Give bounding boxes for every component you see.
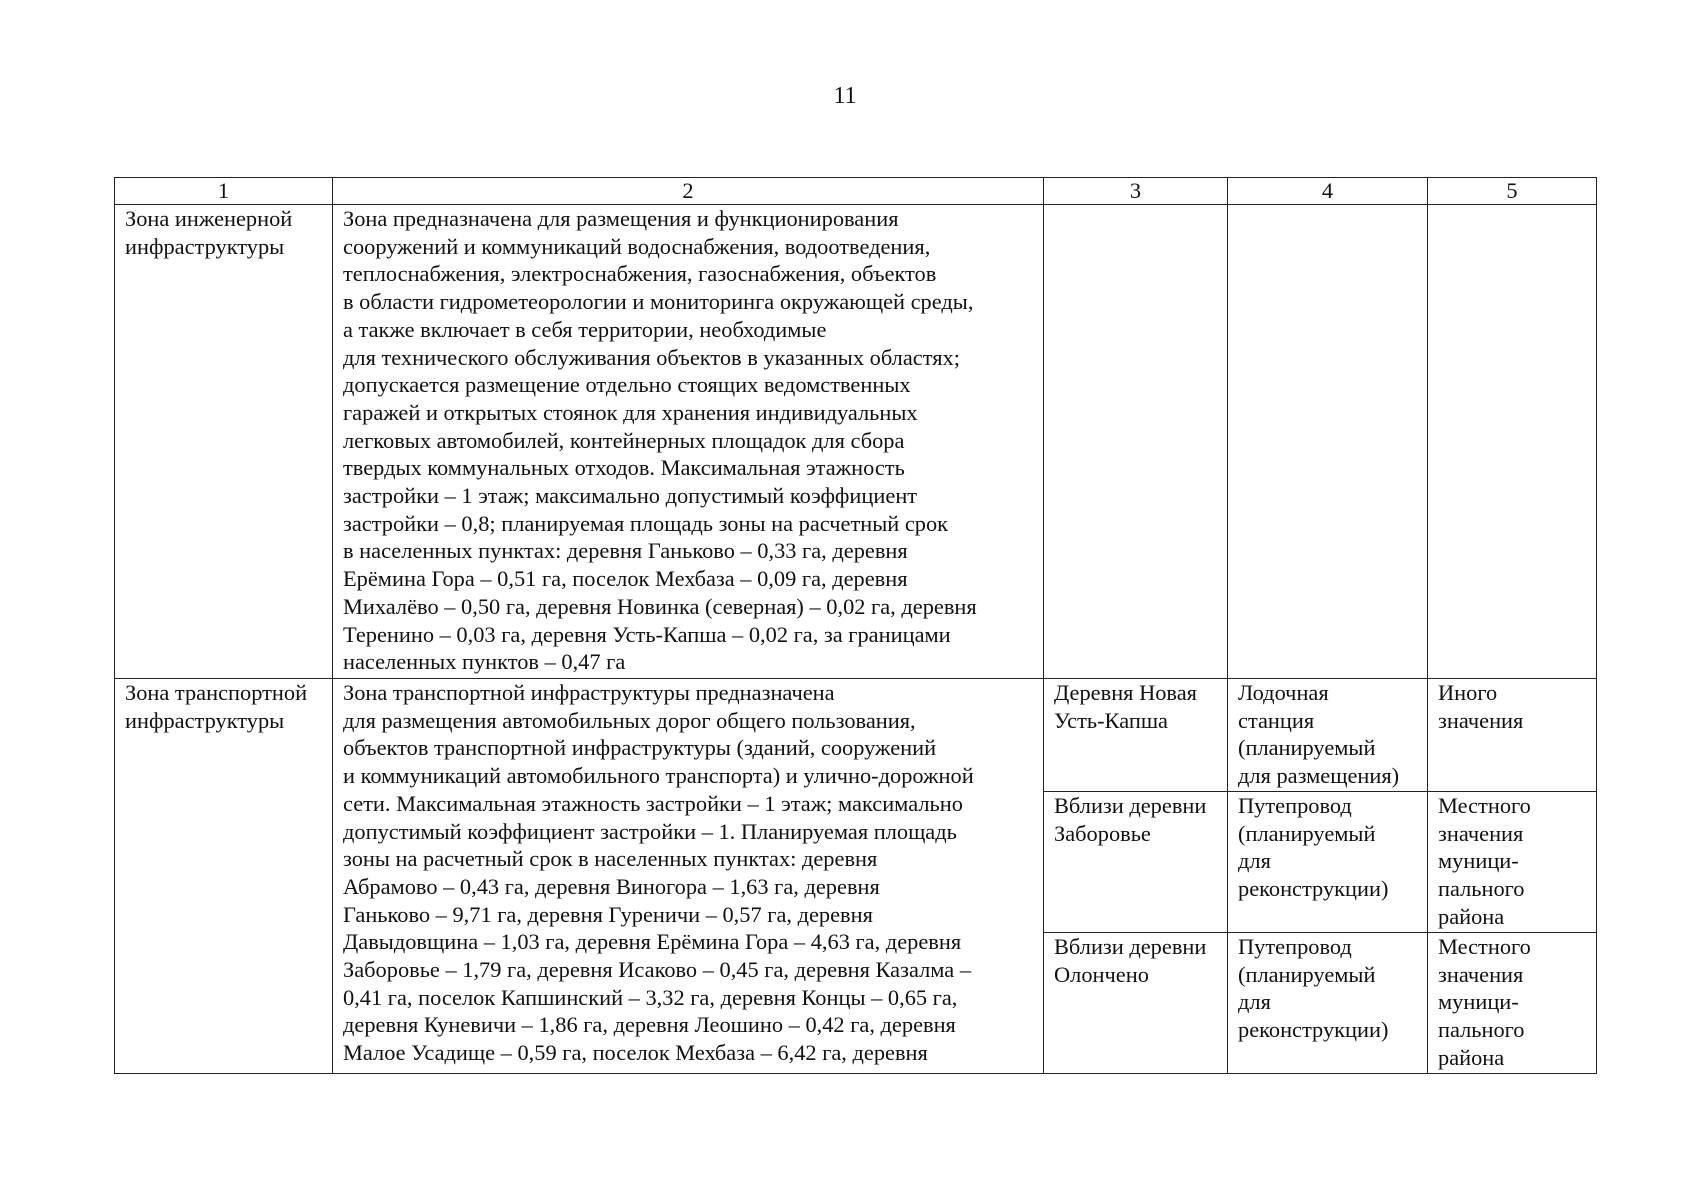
page-number: 11 — [833, 83, 857, 109]
zone-name-line: Зона инженерной — [125, 206, 293, 231]
description-line: гаражей и открытых стоянок для хранения индивидуальных — [343, 399, 918, 425]
significance-line: значения — [1438, 820, 1524, 846]
description-line: Теренино – 0,03 га, деревня Усть-Капша – 0,02 га, за границами — [343, 621, 951, 647]
object-line: для — [1238, 848, 1271, 874]
object-line: реконструкции) — [1238, 876, 1389, 902]
description-line: сооружений и коммуникаций водоснабжения, водоотведения, — [343, 233, 931, 259]
column-number-2: 2 — [333, 178, 1044, 205]
location-line: Олончено — [1054, 961, 1149, 987]
significance-line: Иного — [1438, 680, 1498, 705]
description-line: населенных пунктов – 0,47 га — [343, 649, 626, 675]
object-cell — [1228, 792, 1428, 933]
object-line: Лодочная — [1238, 680, 1329, 705]
description-line: Ганьково – 9,71 га, деревня Гуреничи – 0,57 га, деревня — [343, 901, 873, 927]
zones-table — [114, 177, 1597, 1074]
zone-name-line: инфраструктуры — [125, 233, 285, 259]
location-cell — [1044, 679, 1228, 792]
significance-line: Местного — [1438, 793, 1531, 818]
object-line: станция — [1238, 707, 1315, 733]
description-line: твердых коммунальных отходов. Максимальная этажность — [343, 455, 905, 481]
significance-line: Местного — [1438, 934, 1531, 959]
table-header-row — [115, 178, 1597, 205]
object-line: для — [1238, 989, 1271, 1015]
object-line: Путепровод — [1238, 934, 1352, 959]
description-line: Малое Усадище – 0,59 га, поселок Мехбаза – 6,42 га, деревня — [343, 1040, 928, 1066]
location-cell — [1044, 933, 1228, 1074]
location-cell — [1044, 205, 1228, 679]
description-line: 0,41 га, поселок Капшинский – 3,32 га, деревня Концы – 0,65 га, — [343, 984, 958, 1010]
significance-cell — [1428, 792, 1597, 933]
description-line: Давыдовщина – 1,03 га, деревня Ерёмина Гора – 4,63 га, деревня — [343, 929, 962, 955]
zone-name-cell — [115, 679, 333, 1074]
object-line: (планируемый — [1238, 735, 1376, 761]
significance-line: муници- — [1438, 989, 1519, 1015]
description-line: теплоснабжения, электроснабжения, газоснабжения, объектов — [343, 261, 937, 287]
significance-cell — [1428, 679, 1597, 792]
description-line: сети. Максимальная этажность застройки – 1 этаж; максимально — [343, 790, 963, 816]
description-line: и коммуникаций автомобильного транспорта) и улично-дорожной — [343, 763, 974, 789]
location-line: Вблизи деревни — [1054, 934, 1207, 959]
description-line: для размещения автомобильных дорог общего пользования, — [343, 707, 916, 733]
description-line: а также включает в себя территории, необходимые — [343, 316, 827, 342]
description-line: объектов транспортной инфраструктуры (зданий, сооружений — [343, 735, 937, 761]
description-line: Ерёмина Гора – 0,51 га, поселок Мехбаза – 0,09 га, деревня — [343, 566, 908, 592]
description-line: легковых автомобилей, контейнерных площадок для сбора — [343, 427, 905, 453]
column-number-4: 4 — [1228, 178, 1428, 205]
description-line: застройки – 1 этаж; максимально допустимый коэффициент — [343, 483, 918, 509]
significance-line: значения — [1438, 707, 1524, 733]
description-line: допускается размещение отдельно стоящих ведомственных — [343, 372, 911, 398]
table-row-transport-zone — [115, 679, 1597, 792]
description-line: допустимый коэффициент застройки – 1. Планируемая площадь — [343, 818, 957, 844]
description-line: деревня Куневичи – 1,86 га, деревня Леошино – 0,42 га, деревня — [343, 1012, 956, 1038]
significance-line: района — [1438, 1044, 1505, 1070]
description-line: в населенных пунктах: деревня Ганьково – 0,33 га, деревня — [343, 538, 908, 564]
zone-description-cell — [333, 679, 1044, 1074]
location-line: Деревня Новая — [1054, 680, 1197, 705]
column-number-3: 3 — [1044, 178, 1228, 205]
description-line: Зона предназначена для размещения и функционирования — [343, 206, 899, 231]
object-cell — [1228, 205, 1428, 679]
column-number-5: 5 — [1428, 178, 1597, 205]
location-cell — [1044, 792, 1228, 933]
object-line: реконструкции) — [1238, 1017, 1389, 1043]
description-line: Абрамово – 0,43 га, деревня Виногора – 1,63 га, деревня — [343, 873, 880, 899]
description-line: застройки – 0,8; планируемая площадь зоны на расчетный срок — [343, 510, 949, 536]
object-line: (планируемый — [1238, 820, 1376, 846]
location-line: Вблизи деревни — [1054, 793, 1207, 818]
significance-line: района — [1438, 903, 1505, 929]
significance-line: значения — [1438, 961, 1524, 987]
object-cell — [1228, 933, 1428, 1074]
zone-name-cell — [115, 205, 333, 679]
description-line: для технического обслуживания объектов в указанных областях; — [343, 344, 960, 370]
table-row-engineering-zone — [115, 205, 1597, 679]
significance-line: пального — [1438, 1017, 1525, 1043]
object-line: Путепровод — [1238, 793, 1352, 818]
significance-line: муници- — [1438, 848, 1519, 874]
location-line: Усть-Капша — [1054, 707, 1168, 733]
zone-description-cell — [333, 205, 1044, 679]
description-line: Михалёво – 0,50 га, деревня Новинка (северная) – 0,02 га, деревня — [343, 593, 977, 619]
significance-cell — [1428, 205, 1597, 679]
zone-name-line: инфраструктуры — [125, 707, 285, 733]
description-line: Заборовье – 1,79 га, деревня Исаково – 0,45 га, деревня Казалма – — [343, 957, 972, 983]
object-line: (планируемый — [1238, 961, 1376, 987]
object-cell — [1228, 679, 1428, 792]
description-line: зоны на расчетный срок в населенных пунктах: деревня — [343, 846, 878, 872]
zone-name-line: Зона транспортной — [125, 680, 308, 705]
description-line: в области гидрометеорологии и мониторинга окружающей среды, — [343, 289, 974, 315]
description-line: Зона транспортной инфраструктуры предназначена — [343, 680, 835, 705]
object-line: для размещения) — [1238, 763, 1400, 789]
location-line: Заборовье — [1054, 820, 1151, 846]
significance-line: пального — [1438, 876, 1525, 902]
column-number-1: 1 — [115, 178, 333, 205]
significance-cell — [1428, 933, 1597, 1074]
